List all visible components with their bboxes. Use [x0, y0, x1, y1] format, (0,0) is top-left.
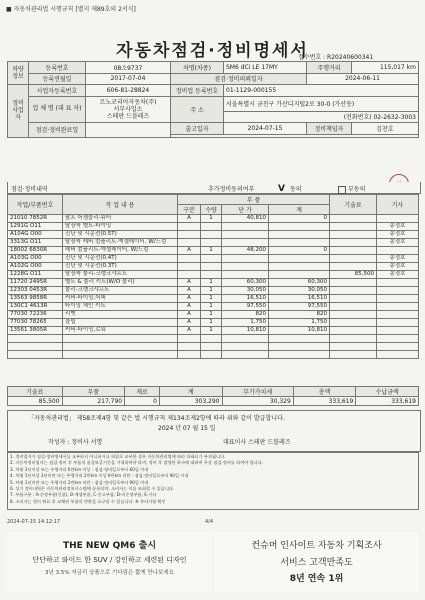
col-qty: 수량 [201, 205, 222, 215]
cell-qty: 1 [201, 295, 222, 303]
cell-kind: A [178, 215, 201, 223]
cell-eng: 송정호 [377, 271, 419, 279]
cell-kind: A [178, 303, 201, 311]
cell-eng [377, 319, 419, 327]
work-table [7, 194, 419, 359]
fine-print-line: 5. 차령 1년미만 또는 주행거리 2만km 미만 : 점검·정비일로부터 90일 이내 [10, 479, 149, 485]
total-label: 기술료 [8, 387, 63, 397]
fine-print [7, 452, 419, 510]
total-value: 30,329 [222, 397, 293, 406]
totals-table [7, 386, 419, 406]
ad-rank: 8년 연속 1위 [289, 574, 344, 584]
cell-eng [377, 279, 419, 287]
out-date-label: 출고일자 [171, 123, 224, 135]
cell-tech [330, 311, 377, 319]
cell-qty [201, 271, 222, 279]
bizno-value: 606-81-28824 [86, 85, 171, 97]
cell-sum: 30,050 [269, 287, 330, 295]
total-value: 217,790 [62, 397, 125, 406]
col-part-no: 작업/부품번호 [8, 195, 63, 215]
additional-work-label: 추가정비동의여부 [208, 186, 255, 193]
cell-sum: 0 [269, 247, 330, 255]
cell-sum: 16,510 [269, 295, 330, 303]
receipt-number: 접수번호 : R20240600341 [298, 54, 374, 61]
cell-tech: 85,500 [330, 271, 377, 279]
disagree-label: 부동의 [348, 186, 366, 193]
fine-print-line: 4. 차령 1년이상 3년미만 또는 주행거리 2만km 이상 6만km 미만 : 점검·정비일로부터 90일 이내 [10, 473, 189, 479]
entry-date-label: 점검·정비의뢰일자 [171, 73, 307, 85]
cell-tech [330, 263, 377, 271]
header-table [7, 61, 419, 138]
cell-qty [201, 223, 222, 231]
writer: 작성자 : 정비사 서명 [48, 439, 103, 446]
total-value: 85,500 [8, 397, 63, 406]
cell-price: 820 [222, 311, 269, 319]
cell-kind: A [178, 311, 201, 319]
reg-date-label: 등록연월일 [29, 73, 86, 85]
cell-desc: 타이밍 체인 키트 [63, 303, 178, 311]
vehicle-section-label: 차량정보 [8, 62, 29, 85]
total-label: 총액 [293, 387, 356, 397]
total-label: 부가가치세 [222, 387, 293, 397]
phone-value: (전화번호) 02-2632-3003 [224, 111, 419, 123]
agree-label: 동의 [290, 186, 302, 193]
cell-sum [269, 223, 330, 231]
cell-desc: 진단 및 시운전(0.5T) [63, 231, 178, 239]
cell-tech [330, 279, 377, 287]
cell-price: 40,810 [222, 215, 269, 223]
regno-value: 01-1129-000155 [224, 85, 419, 97]
cell-desc: 커버-타이밍,어퍼 [63, 295, 178, 303]
ad-title: THE NEW QM6 출시 [62, 541, 157, 551]
col-engineer: 기사 [377, 195, 419, 215]
page-number: 4/4 [205, 519, 214, 525]
cell-no: A104G O00 [8, 231, 63, 239]
out-date-value: 2024-07-15 [224, 123, 307, 135]
cell-eng [377, 295, 419, 303]
form-law-reference: ■ 자동차관리법 시행규칙 [별지 제89호의 2서식] [6, 6, 136, 13]
cell-sum [269, 231, 330, 239]
cell-sum [269, 271, 330, 279]
cell-price: 60,300 [222, 279, 269, 287]
satisfaction-ad [214, 532, 419, 592]
cell-desc: 탈장착 풀리-크랭크샤프트 [63, 271, 178, 279]
table-row [8, 247, 419, 255]
model-value: SM6 dCi LE 17MY [224, 62, 307, 74]
cell-no: 12303 0453R [8, 287, 63, 295]
fine-print-line: 2. 자동차정비업자는 점검·정비 후 부품의 품질보증기간을 기재하여야 하며, 정비 후 발생한 하자에 대하여 무상 점검·정비를 하여야 합니다. [10, 460, 264, 466]
col-kind: 구분 [178, 205, 201, 215]
col-unit-price: 단 가 [222, 205, 269, 215]
cell-no: 3313G O11 [8, 239, 63, 247]
cell-qty: 1 [201, 279, 222, 287]
cell-kind [178, 255, 201, 263]
fine-print-line: 1. 정비업자가 점검·정비명세서를 교부하지 아니하거나 허위로 교부한 경우 자동차관리법에 따라 과태료가 부과됩니다. [10, 454, 226, 459]
total-label: 수납금액 [356, 387, 419, 397]
cell-qty: 1 [201, 287, 222, 295]
table-row [8, 263, 419, 271]
ad-service: 서비스 고객만족도 [280, 558, 353, 568]
cell-qty: 1 [201, 319, 222, 327]
cell-sum: 820 [269, 311, 330, 319]
cell-price [222, 255, 269, 263]
cell-no: 13561 3805R [8, 327, 63, 335]
cell-kind: A [178, 319, 201, 327]
table-row [8, 303, 419, 311]
regno-label: 정비업 등록번호 [171, 85, 224, 97]
cell-price: 1,750 [222, 319, 269, 327]
cell-kind [178, 223, 201, 231]
shop-section-label: 정비사업자 [8, 85, 29, 138]
col-tech-fee: 기술료 [330, 195, 377, 215]
issue-date: 2024 년 07 월 15 일 [158, 425, 216, 432]
cell-tech [330, 303, 377, 311]
mechanic-label: 정비책임자 [307, 123, 352, 135]
cell-qty: 1 [201, 303, 222, 311]
law-statement: 「자동차관리법」 제58조제4항 및 같은 법 시행규칙 제134조제2항에 따라 위와 같이 발급합니다. [28, 415, 285, 422]
cell-kind: A [178, 327, 201, 335]
table-row [8, 255, 419, 263]
cell-no: A102G O00 [8, 263, 63, 271]
cell-sum: 97,550 [269, 303, 330, 311]
cell-tech [330, 319, 377, 327]
address-label: 주 소 [171, 96, 224, 123]
plate-value: 08소9737 [86, 62, 171, 74]
total-value: 333,619 [356, 397, 419, 406]
document-title: 자동차점검·정비명세서 [116, 41, 309, 61]
cell-qty [201, 239, 222, 247]
company-value: 르노코리아자동차(주) 서부사업소 스테판 드블레즈 [86, 96, 171, 123]
cell-no: 13563 9858R [8, 295, 63, 303]
cell-kind: A [178, 279, 201, 287]
cell-price [222, 263, 269, 271]
cell-no: 21010 7852R [8, 215, 63, 223]
cell-no: 11720 2495R [8, 279, 63, 287]
cell-kind [178, 231, 201, 239]
total-value: 333,619 [293, 397, 356, 406]
cell-tech [330, 295, 377, 303]
table-row [8, 223, 419, 231]
col-parts: 부 품 [178, 195, 330, 205]
cell-tech [330, 327, 377, 335]
table-row [8, 287, 419, 295]
issuance-notice [7, 410, 421, 452]
completion-label: 점검·정비완료일 [29, 123, 86, 138]
table-row [8, 319, 419, 327]
mechanic-value: 김찬호 [352, 123, 419, 135]
table-row [8, 215, 419, 223]
cell-qty: 1 [201, 215, 222, 223]
cell-sum [269, 239, 330, 247]
cell-eng: 송정호 [377, 255, 419, 263]
mileage-label: 주행거리 [307, 62, 352, 74]
cell-desc: 클립 [63, 319, 178, 327]
completion-value [86, 123, 171, 138]
cell-tech [330, 247, 377, 255]
table-row [8, 311, 419, 319]
cell-sum [269, 255, 330, 263]
col-description: 작 업 내 용 [63, 195, 178, 215]
cell-tech [330, 239, 377, 247]
cell-no: 130C1 4613R [8, 303, 63, 311]
reg-date-value: 2017-07-04 [86, 73, 171, 85]
work-section-bar: 점검·정비내역 추가정비동의여부 V 동의 부동의 [7, 182, 421, 194]
ad-survey: 컨슈머 인사이트 자동차 기획조사 [251, 541, 382, 551]
plate-label: 등록번호 [29, 62, 86, 74]
print-timestamp: 2024-07-15 14:12:17 [7, 519, 61, 525]
empty-row [8, 343, 419, 351]
table-row [8, 327, 419, 335]
cell-desc: 진단 및 시운전(0.4T) [63, 255, 178, 263]
table-row [8, 279, 419, 287]
cell-desc: 풀리-크랭크샤프트 [63, 287, 178, 295]
cell-no: 18002 6830R [8, 247, 63, 255]
work-section-label: 점검·정비내역 [11, 186, 48, 193]
entry-date-value: 2024-06-11 [307, 73, 419, 85]
cell-kind [178, 271, 201, 279]
cell-eng [377, 215, 419, 223]
cell-kind [178, 263, 201, 271]
cell-tech [330, 215, 377, 223]
fine-print-line: 3. 차령 3년이상 또는 주행거리 6만km 이상 : 점검·정비일로부터 60일 이내 [10, 466, 149, 472]
cell-no: 77030 78265 [8, 319, 63, 327]
cell-qty: 1 [201, 327, 222, 335]
cell-tech [330, 287, 377, 295]
fine-print-line: 8. 소비자는 정비 완료 후 교체된 부품의 반환을 요구할 수 있습니다. ※ 주의사항 확인 [10, 498, 166, 504]
cell-kind [178, 239, 201, 247]
address-value: 서울특별시 금천구 가산디지털2로 30-0 (가산동) [224, 96, 419, 111]
cell-qty [201, 231, 222, 239]
total-label: 부품 [62, 387, 125, 397]
fine-print-line: 6. 상기 정비내역은 자동차관리정보시스템에 등록되며, 소비자는 이를 조회할 수 있습니다. [10, 486, 175, 492]
cell-kind: A [178, 295, 201, 303]
cell-eng [377, 311, 419, 319]
table-row [8, 271, 419, 279]
spacer-cell [171, 134, 419, 137]
fine-print-line: 7. 부품구분 : A-순정부품(신품), B-재생부품, C-중고부품, D-비순정부품, E-기타 [10, 492, 157, 498]
cell-eng: 송정호 [377, 263, 419, 271]
total-value: 0 [125, 397, 160, 406]
cell-sum: 1,750 [269, 319, 330, 327]
ad-subtitle: 단단하고 와이드 한 SUV / 강인하고 세련된 디자인 [32, 556, 187, 564]
cell-kind: A [178, 287, 201, 295]
cell-kind: A [178, 247, 201, 255]
cell-tech [330, 223, 377, 231]
total-label: 계 [159, 387, 222, 397]
cell-price: 10,810 [222, 327, 269, 335]
cell-eng [377, 247, 419, 255]
cell-desc: 탈장착 벨트-타이밍 [63, 223, 178, 231]
table-row [8, 295, 419, 303]
cell-sum: 10,810 [269, 327, 330, 335]
company-label: 업 체 명 (대 표 자) [29, 96, 86, 123]
cell-desc: 커버-타이밍,로워 [63, 327, 178, 335]
cell-desc: 리벳 [63, 311, 178, 319]
cell-eng: 송정호 [377, 223, 419, 231]
cell-eng: 송정호 [377, 231, 419, 239]
cell-eng [377, 287, 419, 295]
bizno-label: 사업자등록번호 [29, 85, 86, 97]
cell-price [222, 271, 269, 279]
col-sum: 계 [269, 205, 330, 215]
cell-price: 48,200 [222, 247, 269, 255]
table-row [8, 239, 419, 247]
cell-qty [201, 255, 222, 263]
cell-desc: 팔프 어셈블리-워터 [63, 215, 178, 223]
cell-sum: 0 [269, 215, 330, 223]
cell-qty: 1 [201, 311, 222, 319]
cell-price [222, 239, 269, 247]
cell-sum: 60,300 [269, 279, 330, 287]
model-label: 차명(차종) [171, 62, 224, 74]
cell-desc: 탈장착 레버 컴플리트-엑셀레이터, W/드럼 [63, 239, 178, 247]
cell-tech [330, 231, 377, 239]
cell-no: 1228G O11 [8, 271, 63, 279]
cell-desc: 벨트 & 풀리 키트(W/O 풀리) [63, 279, 178, 287]
cell-no: 1291G O11 [8, 223, 63, 231]
cell-price: 97,550 [222, 303, 269, 311]
cell-tech [330, 255, 377, 263]
total-label: 재료 [125, 387, 160, 397]
cell-price [222, 231, 269, 239]
cell-no: A103G O00 [8, 255, 63, 263]
work-rows [8, 215, 419, 359]
cell-desc: 레버 컴플리트-엑셀레이터, W/드럼 [63, 247, 178, 255]
cell-qty: 1 [201, 247, 222, 255]
cell-desc: 진단 및 시운전(0.3T) [63, 263, 178, 271]
total-value: 303,290 [159, 397, 222, 406]
mileage-value: 115,017 km [352, 62, 419, 74]
cell-eng [377, 327, 419, 335]
ad-caption: 3년 3.5% 저금리 상품으로 기다림은 짧게 만나보세요 [45, 570, 174, 576]
cell-sum [269, 263, 330, 271]
qm6-ad [7, 532, 212, 592]
cell-price [222, 223, 269, 231]
empty-row [8, 335, 419, 343]
cell-qty [201, 263, 222, 271]
cell-no: 77030 72236 [8, 311, 63, 319]
cell-price: 30,050 [222, 287, 269, 295]
cell-eng [377, 303, 419, 311]
ceo-name: 대표이사 스테판 드블레즈 [223, 439, 291, 446]
empty-row [8, 351, 419, 359]
cell-eng: 송정호 [377, 239, 419, 247]
table-row [8, 231, 419, 239]
cell-price: 16,510 [222, 295, 269, 303]
